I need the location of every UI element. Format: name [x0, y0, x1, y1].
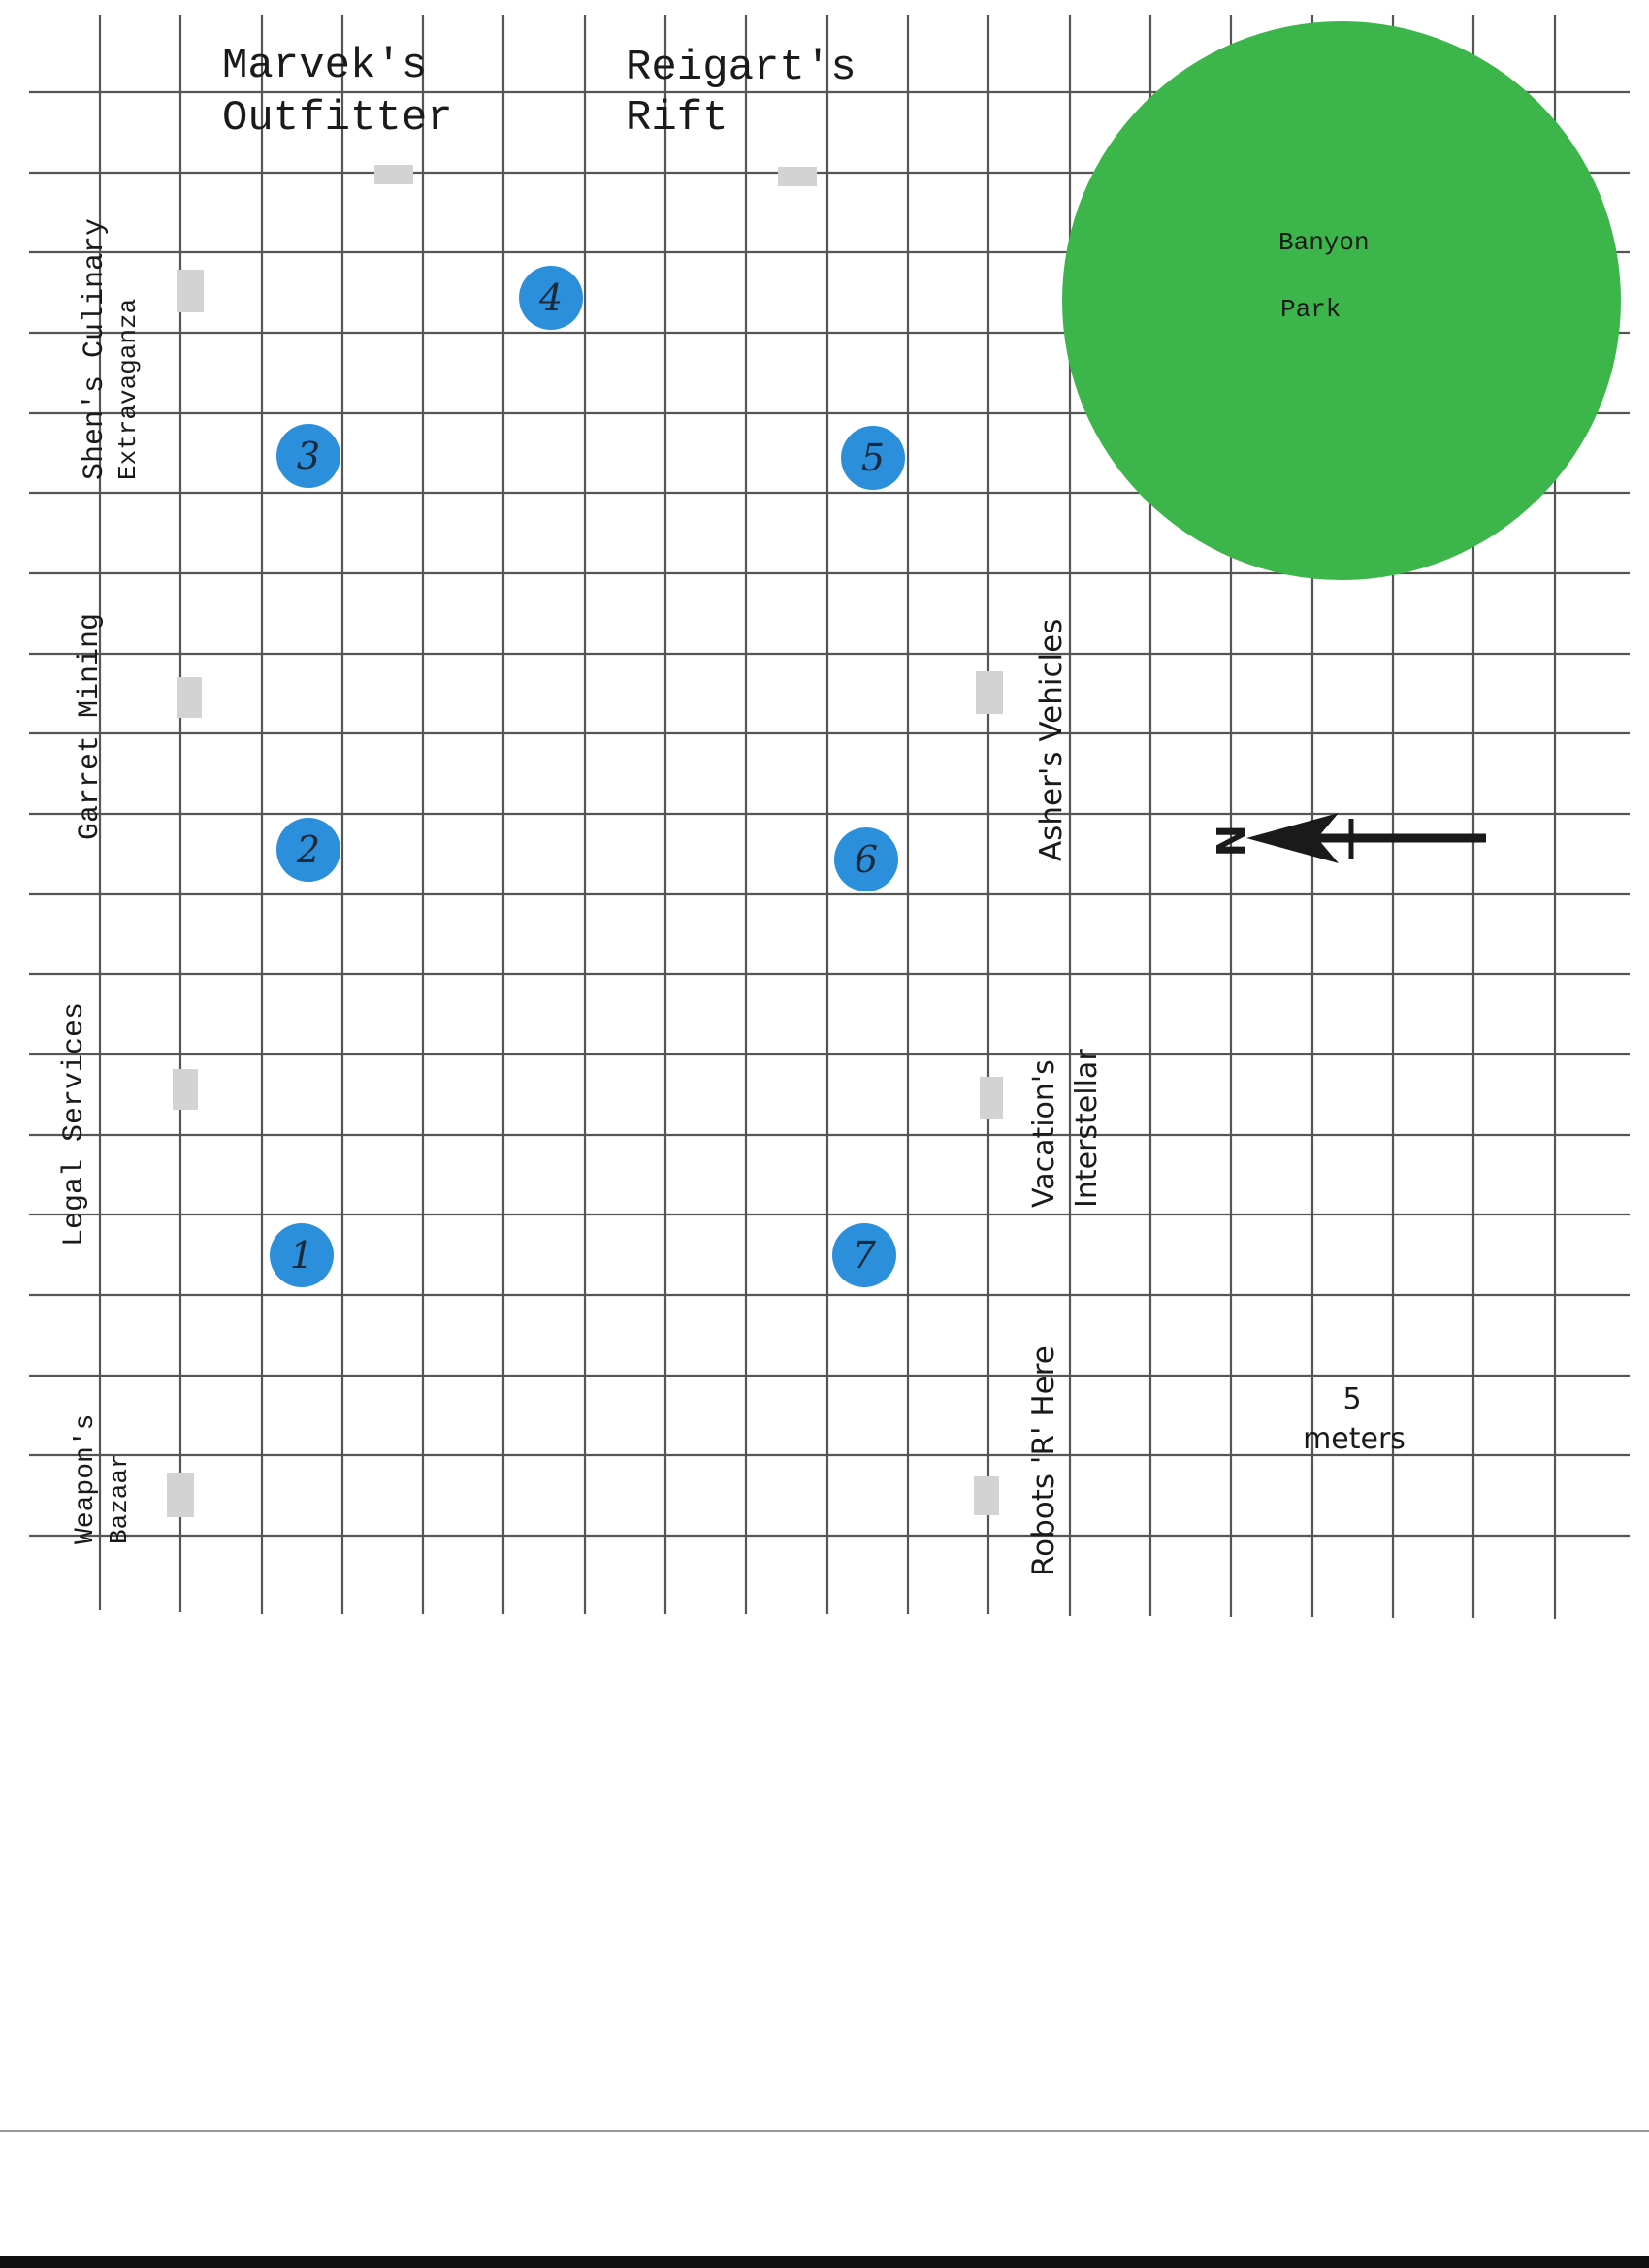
waypoint-number: 6	[854, 838, 879, 881]
scale-unit: meters	[1303, 1422, 1406, 1456]
waypoint-2	[276, 818, 340, 882]
north-arrow-icon	[1246, 813, 1486, 863]
waypoint-number: 5	[860, 437, 886, 479]
banyon-park	[1062, 21, 1621, 580]
scan-border	[0, 2256, 1649, 2268]
vacations-interstellar-label-line1: Vacation's	[1027, 1059, 1061, 1208]
ashers-vehicles-label: Asher's Vehicles	[1034, 618, 1069, 861]
door-marker	[177, 677, 202, 718]
shens-culinary-label-line1: Shen's Culinary	[79, 217, 112, 480]
waypoint-4	[519, 266, 583, 330]
door-marker	[173, 1069, 198, 1110]
waypoint-6	[834, 827, 898, 891]
marveks-outfitter-label-line2: Outfitter	[222, 94, 453, 143]
waypoint-number: 7	[852, 1234, 877, 1277]
park-name-line1: Banyon	[1278, 228, 1370, 257]
north-letter: N	[1207, 825, 1251, 858]
reigarts-rift-label-line2: Rift	[626, 94, 728, 143]
door-marker	[167, 1473, 194, 1517]
scan-edge	[0, 2130, 1649, 2132]
waypoint-3	[276, 424, 340, 488]
waypoint-1	[270, 1223, 334, 1287]
waypoint-number: 1	[289, 1234, 314, 1277]
legal-services-label: Legal Services	[58, 1001, 91, 1247]
garret-mining-label: Garret Mining	[74, 612, 107, 840]
weapons-bazaar-label-line2: Bazaar	[105, 1453, 134, 1544]
waypoint-5	[841, 426, 905, 490]
reigarts-rift-label-line1: Reigart's	[626, 44, 857, 92]
park-name-line2: Park	[1280, 295, 1342, 324]
waypoint-number: 3	[296, 435, 321, 477]
door-marker	[974, 1476, 999, 1515]
door-marker	[374, 165, 413, 184]
shens-culinary-label-line2: Extravaganza	[113, 298, 143, 480]
vacations-interstellar-label-line2: Interstellar	[1070, 1049, 1104, 1208]
robots-r-here-label: Robots 'R' Here	[1026, 1345, 1061, 1576]
weapons-bazaar-label-line1: Weapon's	[71, 1413, 101, 1544]
waypoint-7	[832, 1223, 896, 1287]
scale-value: 5	[1342, 1382, 1362, 1416]
door-marker	[778, 167, 817, 186]
marveks-outfitter-label-line1: Marvek's	[222, 42, 428, 90]
waypoint-number: 4	[538, 276, 564, 319]
door-marker	[976, 671, 1003, 714]
waypoint-number: 2	[296, 828, 321, 871]
door-marker	[980, 1077, 1003, 1119]
door-marker	[177, 270, 204, 312]
